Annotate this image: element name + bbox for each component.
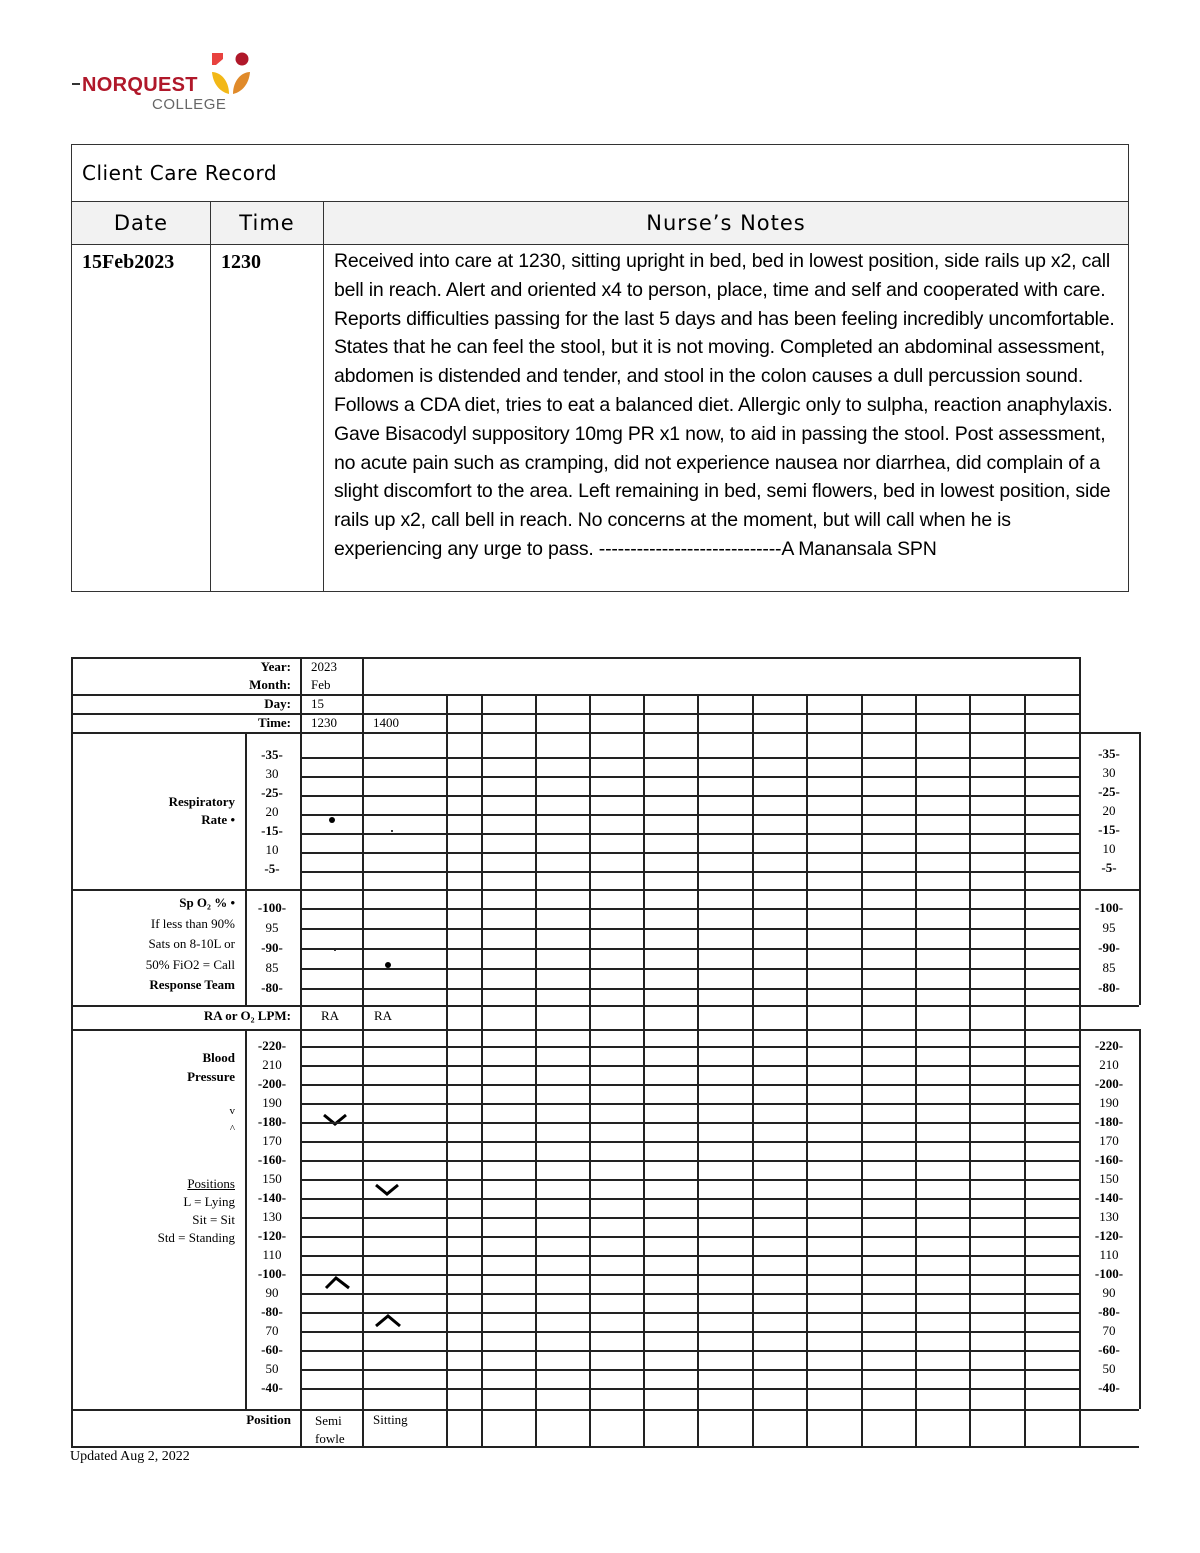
diastolic-symbol: ^ — [229, 1123, 235, 1135]
axis-tick: -90- — [1098, 940, 1120, 955]
axis-tick: 210 — [1099, 1057, 1119, 1072]
grid-line — [806, 694, 808, 1447]
rr-dot-1400 — [391, 830, 393, 832]
positions-legend — [158, 1175, 235, 1247]
grid-line — [300, 1160, 1079, 1162]
entry-time: 1230 — [211, 245, 324, 592]
axis-tick: -15- — [261, 823, 283, 838]
grid-line — [1079, 657, 1081, 1447]
logo-wordmark: NORQUEST — [82, 74, 198, 96]
grid-line — [300, 814, 1079, 816]
axis-tick: 210 — [262, 1057, 282, 1072]
axis-tick: -100- — [257, 1266, 287, 1281]
grid-line — [71, 657, 73, 1447]
grid-line — [481, 694, 483, 1447]
oxygen-value-2: RA — [374, 1008, 393, 1023]
position-value-1: Semi fowle — [315, 1413, 345, 1446]
axis-tick: -35- — [1098, 746, 1120, 761]
month-value: Feb — [311, 677, 331, 692]
axis-tick: -120- — [257, 1228, 287, 1243]
axis-tick: -160- — [1094, 1152, 1124, 1167]
grid-line — [300, 852, 1079, 854]
grid-line — [300, 833, 1079, 835]
axis-tick: -100- — [257, 900, 287, 915]
grid-line — [752, 694, 754, 1447]
diastolic-mark-1400-icon — [373, 1313, 405, 1329]
axis-tick: 20 — [265, 804, 279, 819]
grid-line — [300, 1103, 1079, 1105]
systolic-mark-1400-icon — [373, 1182, 403, 1198]
axis-tick: 90 — [265, 1285, 279, 1300]
axis-tick: 20 — [1102, 803, 1116, 818]
axis-tick: -160- — [257, 1152, 287, 1167]
grid-line — [697, 694, 699, 1447]
updated-date: Updated Aug 2, 2022 — [70, 1449, 190, 1464]
client-care-record-table — [71, 144, 1129, 592]
axis-tick: 110 — [1099, 1247, 1119, 1262]
day-label: Day: — [264, 696, 291, 711]
grid-line — [535, 694, 537, 1447]
grid-line — [300, 1388, 1079, 1390]
axis-tick: 10 — [1102, 841, 1116, 856]
axis-tick: -80- — [1098, 1304, 1120, 1319]
grid-line — [1139, 732, 1141, 1005]
axis-tick: 30 — [265, 766, 279, 781]
grid-line — [300, 988, 1079, 990]
grid-line — [300, 1198, 1079, 1200]
grid-line — [300, 1331, 1079, 1333]
axis-tick: -200- — [257, 1076, 287, 1091]
axis-tick: 130 — [1099, 1209, 1119, 1224]
grid-line — [1024, 694, 1026, 1447]
grid-line — [1139, 1029, 1141, 1409]
axis-tick: 50 — [1102, 1361, 1116, 1376]
axis-tick: 190 — [262, 1095, 282, 1110]
axis-tick: -5- — [1101, 860, 1117, 875]
axis-tick: -220- — [1094, 1038, 1124, 1053]
grid-line — [245, 1029, 247, 1409]
time-label: Time: — [258, 715, 291, 730]
grid-line — [245, 732, 247, 1005]
grid-line — [915, 694, 917, 1447]
grid-line — [300, 928, 1079, 930]
axis-tick: -40- — [1098, 1380, 1120, 1395]
systolic-mark-1230-icon — [321, 1112, 351, 1128]
axis-tick: -80- — [261, 980, 283, 995]
axis-tick: 150 — [1099, 1171, 1119, 1186]
vital-signs-chart — [71, 657, 1139, 1447]
grid-line — [300, 1065, 1079, 1067]
axis-tick: -100- — [1094, 900, 1124, 915]
axis-tick: 90 — [1102, 1285, 1116, 1300]
position-legend-lying: L = Lying — [183, 1194, 235, 1209]
bp-label — [187, 1048, 235, 1086]
grid-line — [300, 908, 1079, 910]
positions-title: Positions — [187, 1176, 235, 1191]
spo2-label-line4: 50% FiO2 = Call — [145, 956, 235, 972]
axis-tick: -35- — [261, 747, 283, 762]
grid-line — [969, 694, 971, 1447]
axis-tick: -90- — [261, 940, 283, 955]
entry-notes: Received into care at 1230, sitting upright in bed, bed in lowest position, side rails up x2, call bell in reach. Alert and oriented x4 to person, place, time and self and cooperated with care. Reports difficulties passing for the last 5 days and has been feeling incredibly uncomfortable. States that he can feel the stool, but it is not moving. Completed an abdominal assessment, abdomen is distended and tender, and stool in the colon causes a dull percussion sound. Follows a CDA diet, tries to eat a balanced diet. Allergic only to sulpha, reaction anaphylaxis. Gave Bisacodyl suppository 10mg PR x1 now, to aid in passing the stool. Post assessment, no acute pain such as cramping, did not experience nausea nor diarrhea, did complain of a slight discomfort to the area. Left remaining in bed, semi flowers, bed in lowest position, side rails up x2, call bell in reach. No concerns at the moment, but will call when he is experiencing any urge to pass. -----------------------------A Manansala SPN — [324, 245, 1129, 592]
axis-tick: -140- — [257, 1190, 287, 1205]
month-label: Month: — [249, 677, 291, 692]
grid-line — [300, 1046, 1079, 1048]
grid-line — [300, 1255, 1079, 1257]
position-legend-standing: Std = Standing — [157, 1230, 235, 1245]
grid-line — [71, 713, 1079, 715]
day-value: 15 — [311, 696, 324, 711]
column-header-date: Date — [72, 202, 211, 245]
column-header-nurses-notes: Nurse’s Notes — [324, 202, 1129, 245]
grid-line — [71, 1005, 1139, 1007]
grid-line — [71, 1409, 1139, 1411]
axis-tick: -80- — [261, 1304, 283, 1319]
respiratory-label-line1: Respiratory — [168, 794, 235, 809]
logo-dash — [72, 83, 80, 85]
grid-line — [300, 1179, 1079, 1181]
respiratory-label — [169, 794, 235, 828]
axis-tick: -200- — [1094, 1076, 1124, 1091]
grid-line — [300, 1350, 1079, 1352]
axis-tick: 85 — [1102, 960, 1116, 975]
axis-tick: 70 — [1102, 1323, 1116, 1338]
axis-tick: 170 — [1099, 1133, 1119, 1148]
grid-line — [71, 1029, 1139, 1031]
bp-label-line1: Blood — [202, 1050, 235, 1065]
axis-tick: 30 — [1102, 765, 1116, 780]
spo2-label-line5: Response Team — [149, 977, 235, 992]
grid-line — [300, 1293, 1079, 1295]
axis-tick: -60- — [1098, 1342, 1120, 1357]
grid-line — [300, 1122, 1079, 1124]
systolic-symbol: v — [229, 1105, 235, 1117]
axis-tick: -80- — [1098, 980, 1120, 995]
grid-line — [446, 694, 448, 1447]
oxygen-value-1: RA — [321, 1008, 340, 1023]
axis-tick: -180- — [1094, 1114, 1124, 1129]
axis-tick: 150 — [262, 1171, 282, 1186]
axis-tick: -5- — [264, 861, 280, 876]
year-value: 2023 — [311, 659, 337, 674]
table-row — [72, 245, 1129, 592]
axis-tick: 95 — [265, 920, 279, 935]
grid-line — [643, 694, 645, 1447]
axis-tick: -60- — [261, 1342, 283, 1357]
grid-line — [300, 1369, 1079, 1371]
grid-line — [300, 871, 1079, 873]
grid-line — [71, 657, 1079, 659]
spo2-label — [146, 893, 235, 996]
axis-tick: -120- — [1094, 1228, 1124, 1243]
care-record-title: Client Care Record — [72, 145, 1129, 202]
grid-line — [300, 1274, 1079, 1276]
grid-line — [300, 1236, 1079, 1238]
axis-tick: 130 — [262, 1209, 282, 1224]
logo-mark-icon — [210, 50, 252, 98]
spo2-label-line1: Sp O₂ % • — [179, 895, 235, 910]
grid-line — [300, 1084, 1079, 1086]
axis-tick: 190 — [1099, 1095, 1119, 1110]
axis-tick: -25- — [261, 785, 283, 800]
grid-line — [71, 694, 1079, 696]
spo2-label-line2: If less than 90% — [150, 915, 235, 931]
position-legend-sit: Sit = Sit — [192, 1212, 235, 1227]
axis-tick: 170 — [262, 1133, 282, 1148]
axis-tick: -180- — [257, 1114, 287, 1129]
norquest-logo — [70, 50, 260, 120]
logo-subtitle: COLLEGE — [152, 96, 227, 113]
grid-line — [71, 1446, 1139, 1448]
grid-line — [300, 948, 1079, 950]
grid-line — [589, 694, 591, 1447]
diastolic-mark-1230-icon — [323, 1275, 355, 1291]
axis-tick: 70 — [265, 1323, 279, 1338]
axis-tick: -220- — [257, 1038, 287, 1053]
axis-tick: -40- — [261, 1380, 283, 1395]
position-value-2: Sitting — [373, 1412, 408, 1427]
grid-line — [71, 889, 1139, 891]
position-label: Position — [246, 1412, 291, 1427]
oxygen-label: RA or O₂ LPM: — [203, 1008, 291, 1023]
grid-line — [71, 732, 1139, 734]
axis-tick: 50 — [265, 1361, 279, 1376]
axis-tick: -100- — [1094, 1266, 1124, 1281]
bp-label-line2: Pressure — [187, 1069, 235, 1084]
grid-line — [300, 757, 1079, 759]
year-label: Year: — [260, 659, 291, 674]
axis-tick: 10 — [265, 842, 279, 857]
grid-line — [300, 1141, 1079, 1143]
spo2-label-line3: Sats on 8-10L or — [148, 936, 235, 951]
rr-dot-1230 — [329, 817, 335, 823]
grid-line — [300, 1312, 1079, 1314]
axis-tick: -140- — [1094, 1190, 1124, 1205]
time-value-2: 1400 — [373, 715, 399, 730]
grid-line — [861, 694, 863, 1447]
axis-tick: 95 — [1102, 920, 1116, 935]
time-value-1: 1230 — [311, 715, 337, 730]
grid-line — [300, 968, 1079, 970]
grid-line — [300, 776, 1079, 778]
axis-tick: -25- — [1098, 784, 1120, 799]
axis-tick: 85 — [265, 960, 279, 975]
axis-tick: -15- — [1098, 822, 1120, 837]
respiratory-label-line2: Rate • — [201, 812, 235, 827]
entry-date: 15Feb2023 — [72, 245, 211, 592]
column-header-time: Time — [211, 202, 324, 245]
grid-line — [300, 1217, 1079, 1219]
grid-line — [300, 795, 1079, 797]
axis-tick: 110 — [262, 1247, 282, 1262]
